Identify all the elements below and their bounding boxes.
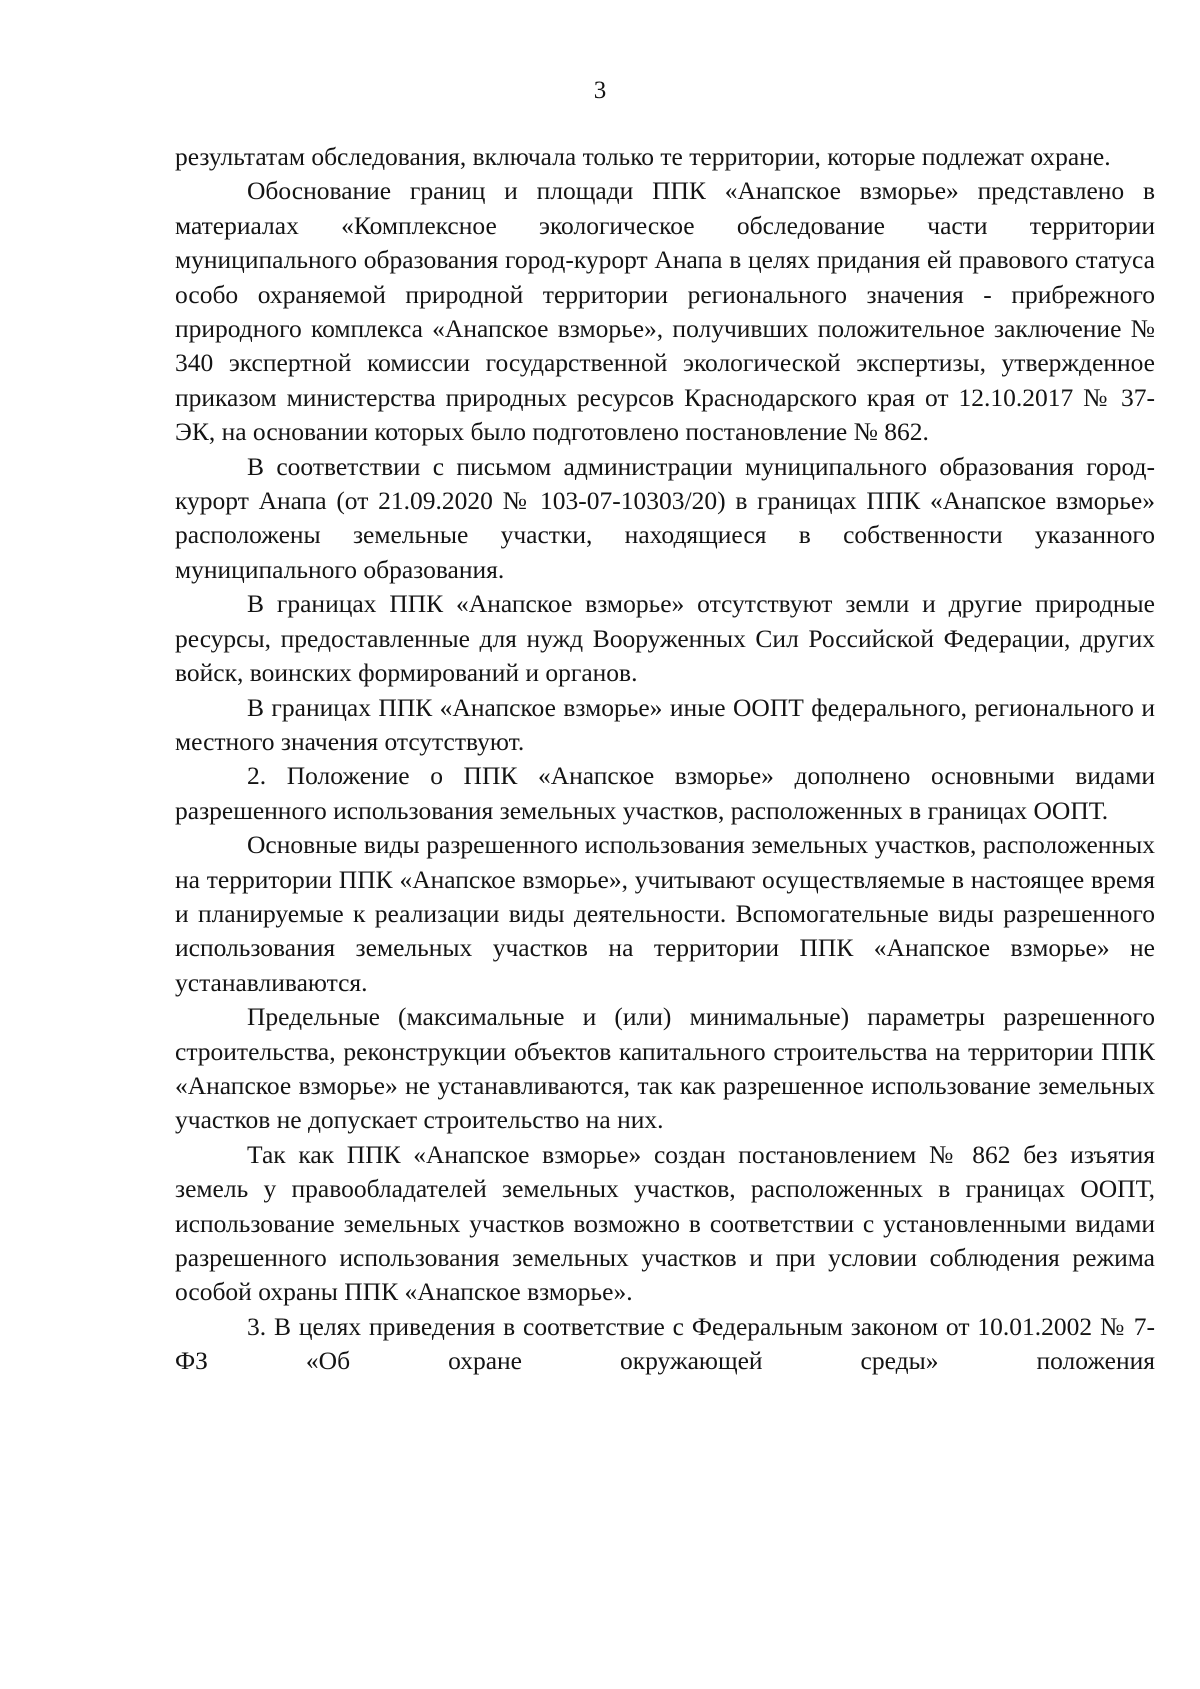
document-body	[175, 140, 1155, 1379]
paragraph-item-2: 2. Положение о ППК «Анапское взморье» дополнено основными видами разрешенного использования земельных участков, расположенных в границах ООПТ.	[175, 761, 1155, 825]
paragraph-municipal-letter: В соответствии с письмом администрации муниципального образования город-курорт Анапа (от 21.09.2020 № 103-07-10303/20) в границах ППК «Анапское взморье» расположены земельные участки, находящиеся в собственности указанного муниципального образования.	[175, 451, 1155, 584]
paragraph-main-land-use-types: Основные виды разрешенного использования земельных участков, расположенных на территории ППК «Анапское взморье», учитывают осуществляемые в настоящее время и планируемые к реализации виды деятельности. Вспомогательные виды разрешенного использования земельных участков на территории ППК «Анапское взморье» не устанавливаются.	[175, 830, 1155, 997]
paragraph-land-use-conditions: Так как ППК «Анапское взморье» создан постановлением № 862 без изъятия земель у правообладателей земельных участков, расположенных в границах ООПТ, использование земельных участков возможно в соответствии с установленными видами разрешенного использования земельных участков и при условии соблюдения режима особой охраны ППК «Анапское взморье».	[175, 1139, 1155, 1307]
paragraph-item-3: 3. В целях приведения в соответствие с Федеральным законом от 10.01.2002 № 7-ФЗ «Об охране окружающей среды» положения	[175, 1311, 1155, 1376]
paragraph-construction-parameters: Предельные (максимальные и (или) минимальные) параметры разрешенного строительства, реконструкции объектов капитального строительства на территории ППК «Анапское взморье» не устанавливаются, так как разрешенное использование земельных участков не допускает строительство на них.	[175, 1002, 1155, 1135]
paragraph-no-defense-lands: В границах ППК «Анапское взморье» отсутствуют земли и другие природные ресурсы, предоставленные для нужд Вооруженных Сил Российской Федерации, других войск, воинских формирований и органов.	[175, 589, 1155, 688]
paragraph-continuation: результатам обследования, включала только те территории, которые подлежат охране.	[175, 142, 1111, 171]
page-number: 3	[593, 77, 607, 104]
paragraph-boundaries-justification: Обоснование границ и площади ППК «Анапское взморье» представлено в материалах «Комплексное экологическое обследование части территории муниципального образования город-курорт Анапа в целях придания ей правового статуса особо охраняемой природной территории регионального значения - прибрежного природного комплекса «Анапское взморье», получивших положительное заключение № 340 экспертной комиссии государственной экологической экспертизы, утвержденное приказом министерства природных ресурсов Краснодарского края от 12.10.2017 № 37-ЭК, на основании которых было подготовлено постановление № 862.	[175, 176, 1155, 447]
paragraph-no-other-protected-areas: В границах ППК «Анапское взморье» иные ООПТ федерального, регионального и местного значения отсутствуют.	[175, 692, 1155, 756]
